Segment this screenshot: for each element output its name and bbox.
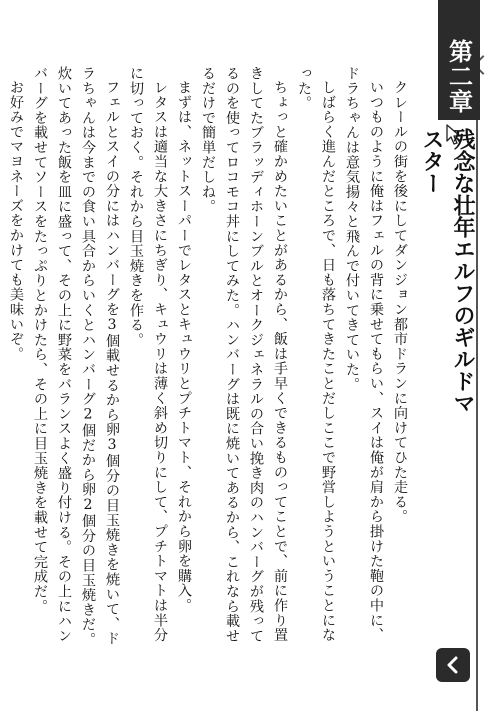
- paragraph: ちょっと確かめたいことがあるから、飯は手早くできるものってことで、前に作り置きしてたブラッディホーンブルとオークジェネラルの合い挽き肉のハンバーグが残ってるのを使ってロコモコ丼にしてみた。ハンバーグは既に焼いてあるから、これなら載せるだけで簡単だしね。: [200, 66, 288, 644]
- paragraph: お好みでマヨネーズをかけても美味いぞ。: [8, 80, 24, 362]
- paragraph: いつものように俺はフェルの背に乗せてもらい、スイは俺が肩から掛けた鞄の中に、ドラちゃんは意気揚々と飛んで付いてきていた。: [344, 66, 384, 643]
- paragraph: フェルとスイの分にはハンバーグを3個載せるから卵3個分の目玉焼きを焼いて、ドラちゃんは今までの食い具合からいくとハンバーグ2個だから卵2個分の目玉焼きだ。炊いてあった飯を皿に盛って、その上に野菜をバランスよく盛り付ける。その上にハンバーグを載せてソースをたっぷりとかけたら、その上に目玉焼きを載せて完成だ。: [32, 66, 120, 647]
- chapter-title: 残念な壮年エルフのギルドマスター: [419, 128, 475, 414]
- body-text: [8, 66, 412, 656]
- paragraph: クレールの街を後にしてダンジョン都市ドランに向けてひた走る。: [392, 80, 408, 525]
- chevron-left-icon: [444, 656, 462, 674]
- back-button[interactable]: [436, 648, 470, 682]
- chapter-label: 第二章: [438, 0, 480, 120]
- paragraph: しばらく進んだところで、日も落ちてきたことだしここで野営しようということになった。: [296, 66, 336, 643]
- paragraph: レタスは適当な大きさにちぎり、キュウリは薄く斜め切りにして、プチトマトは半分に切っておく。それから目玉焼きを作る。: [128, 66, 168, 643]
- paragraph: まずは、ネットスーパーでレタスとキュウリとプチトマト、それから卵を購入。: [176, 80, 192, 613]
